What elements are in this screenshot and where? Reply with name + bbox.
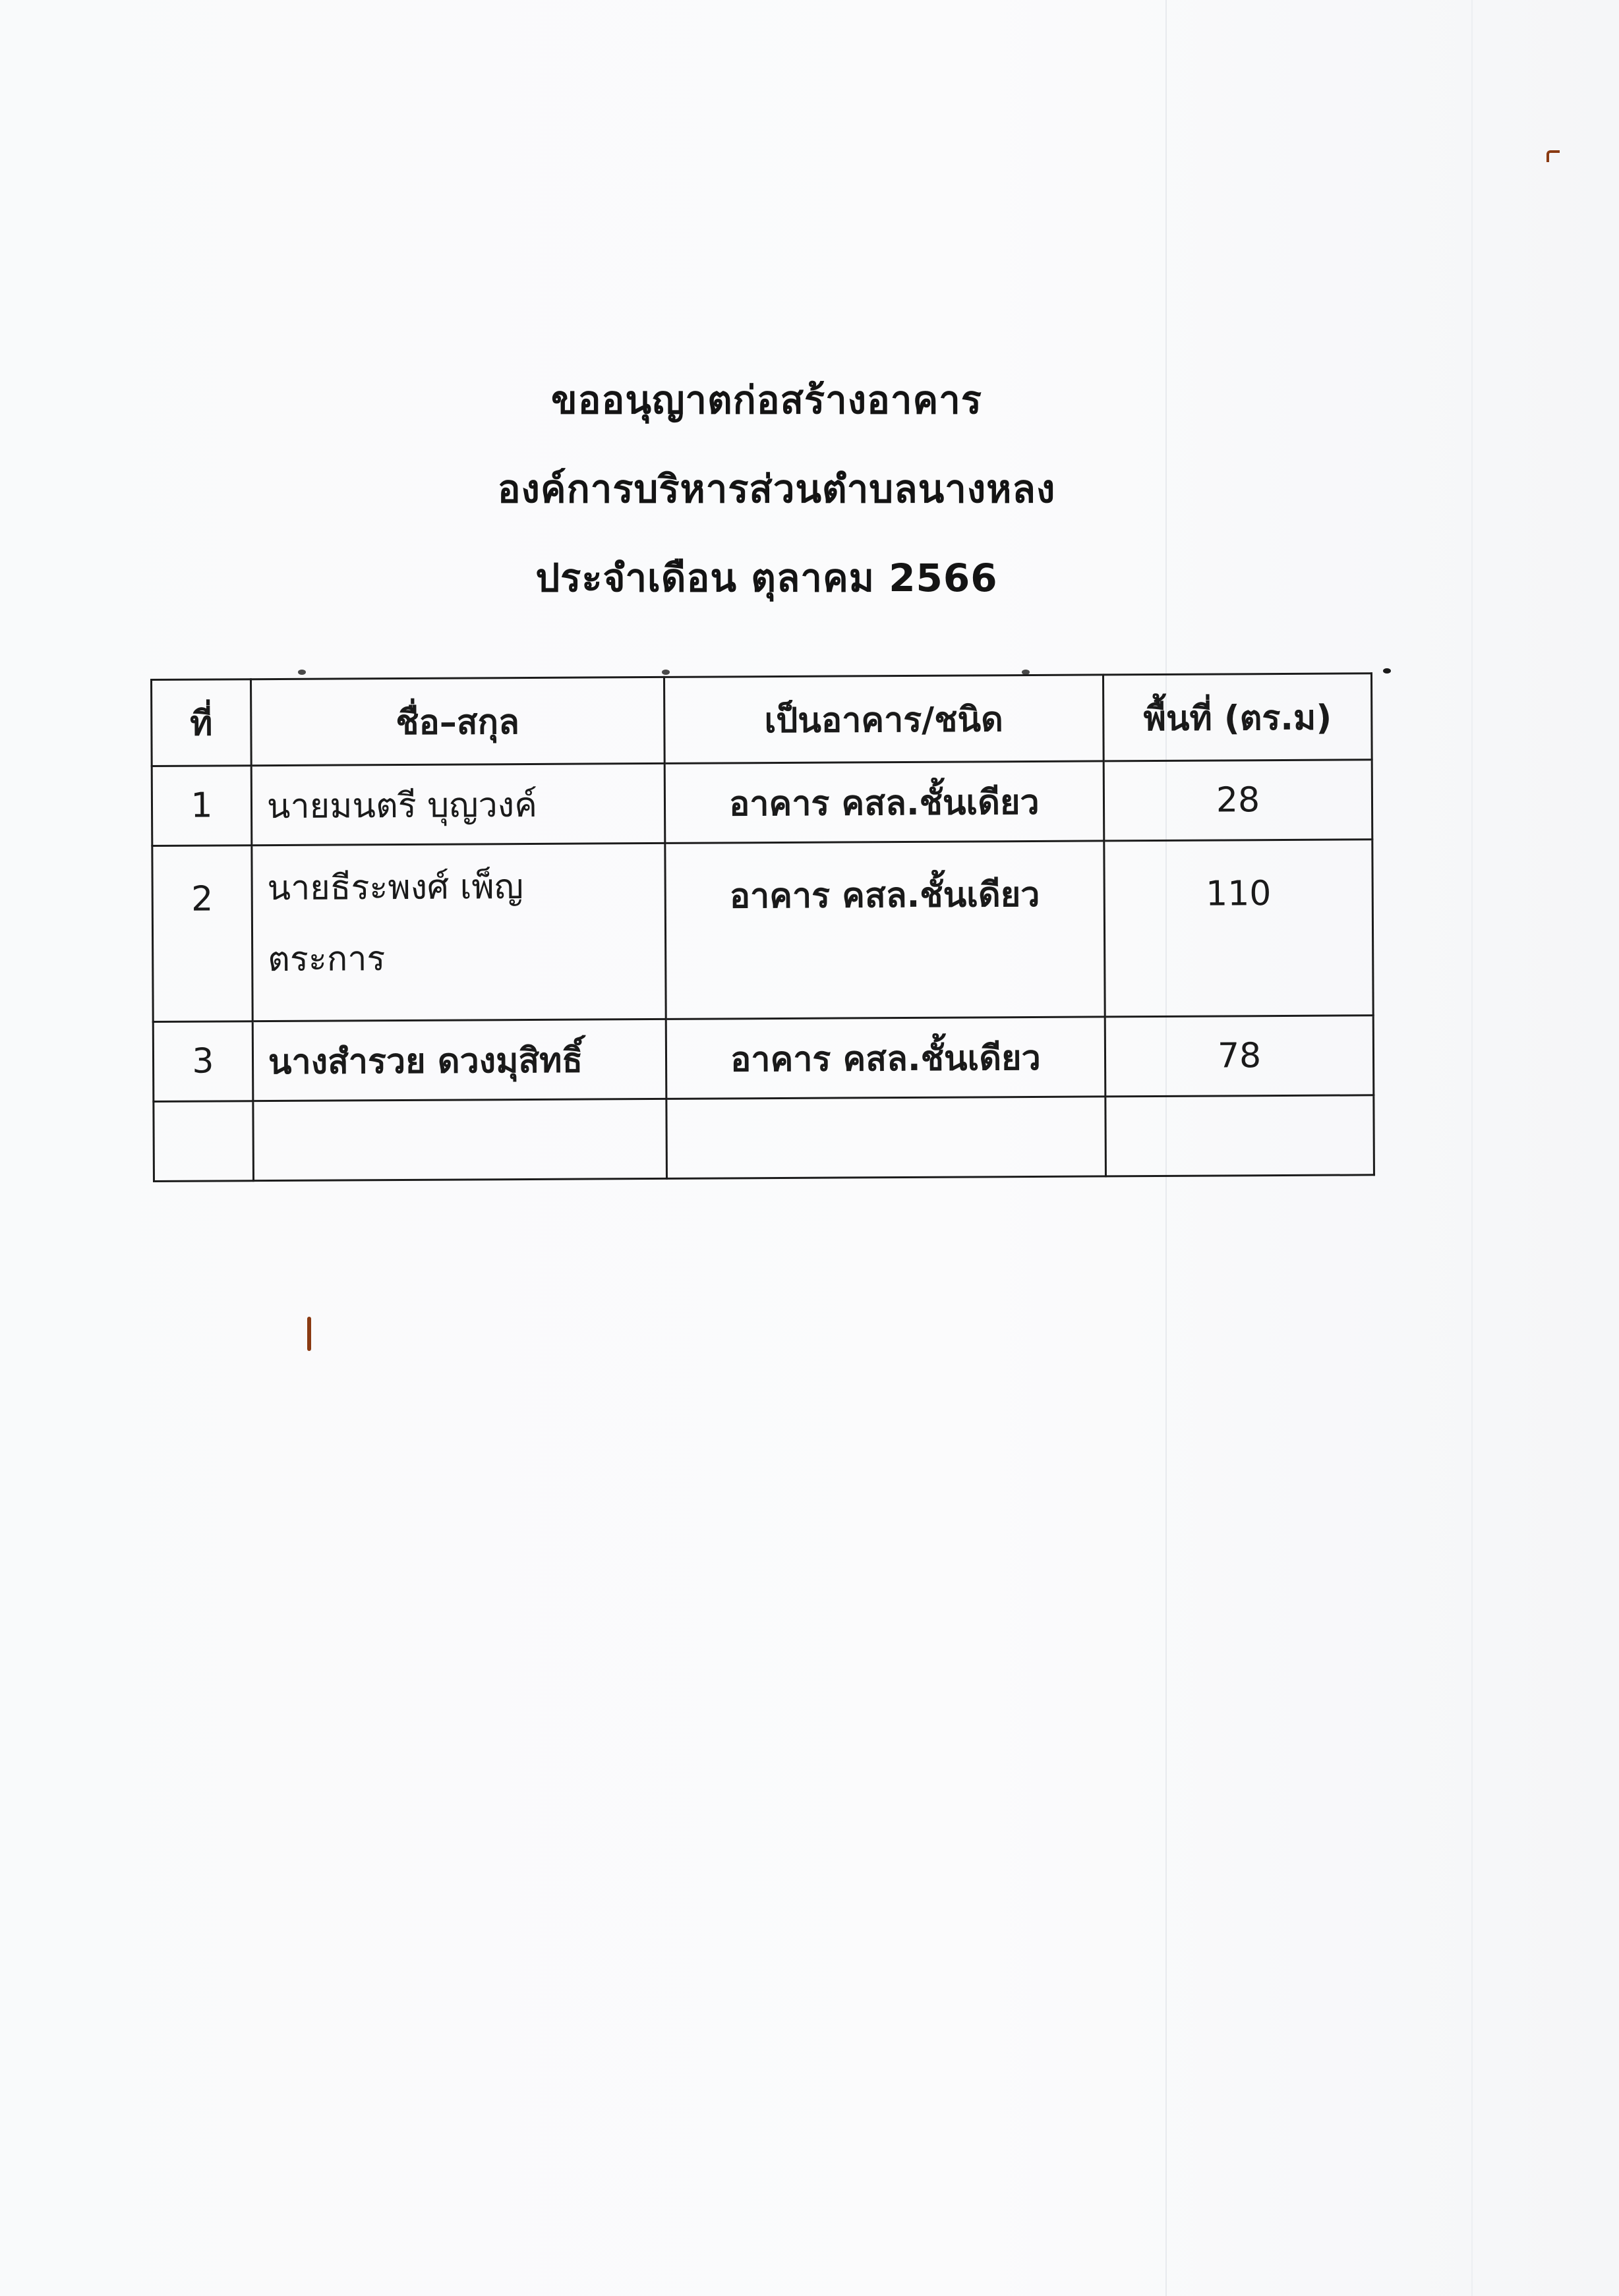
cell-area: 110 [1104, 840, 1373, 1017]
header-no: ที่ [152, 679, 252, 766]
cell-area: 28 [1104, 760, 1372, 841]
table-row [153, 1016, 1374, 1102]
table-row [152, 760, 1372, 846]
title-line-3: ประจำเดือน ตุลาคม 2566 [535, 556, 998, 600]
cell-name: นายมนตรี บุญวงค์ [251, 763, 664, 845]
permit-table [150, 672, 1375, 1182]
cell-name: นางสำรวย ดวงมุสิทธิ์ [252, 1019, 666, 1101]
scan-speck [662, 670, 670, 675]
cell-no: 1 [152, 766, 252, 846]
cell-name [252, 843, 666, 1021]
cell-name-line-2: ตระการ [267, 939, 386, 980]
scan-fold-line [1471, 0, 1473, 2296]
cell-type: อาคาร คสล.ชั้นเดียว [666, 1017, 1105, 1099]
ink-mark [1546, 150, 1560, 162]
table-row [152, 840, 1373, 1022]
header-type: เป็นอาคาร/ชนิด [664, 675, 1104, 763]
cell-area [1105, 1095, 1374, 1176]
title-line-1: ขออนุญาตก่อสร้างอาคาร [551, 378, 982, 422]
document-title [0, 356, 1619, 623]
cell-no: 2 [152, 846, 252, 1022]
scan-speck [298, 670, 306, 675]
cell-type: อาคาร คสล.ชั้นเดียว [664, 761, 1104, 843]
cell-no: 3 [153, 1021, 253, 1102]
title-line-2: องค์การบริหารส่วนตำบลนางหลง [497, 467, 1056, 511]
cell-no [154, 1101, 254, 1182]
cell-area: 78 [1105, 1016, 1373, 1097]
scan-speck [1383, 668, 1391, 674]
cell-name-line-1: นายธีระพงศ์ เพ็ญ [267, 867, 524, 909]
header-name: ชื่อ–สกุล [250, 677, 664, 765]
table-header-row [152, 674, 1372, 766]
cell-type [666, 1097, 1105, 1178]
cell-name [253, 1099, 666, 1180]
header-area: พื้นที่ (ตร.ม) [1104, 674, 1372, 761]
cell-type: อาคาร คสล.ชั้นเดียว [664, 841, 1105, 1019]
table-row-empty [154, 1095, 1374, 1182]
ink-mark [307, 1317, 311, 1351]
